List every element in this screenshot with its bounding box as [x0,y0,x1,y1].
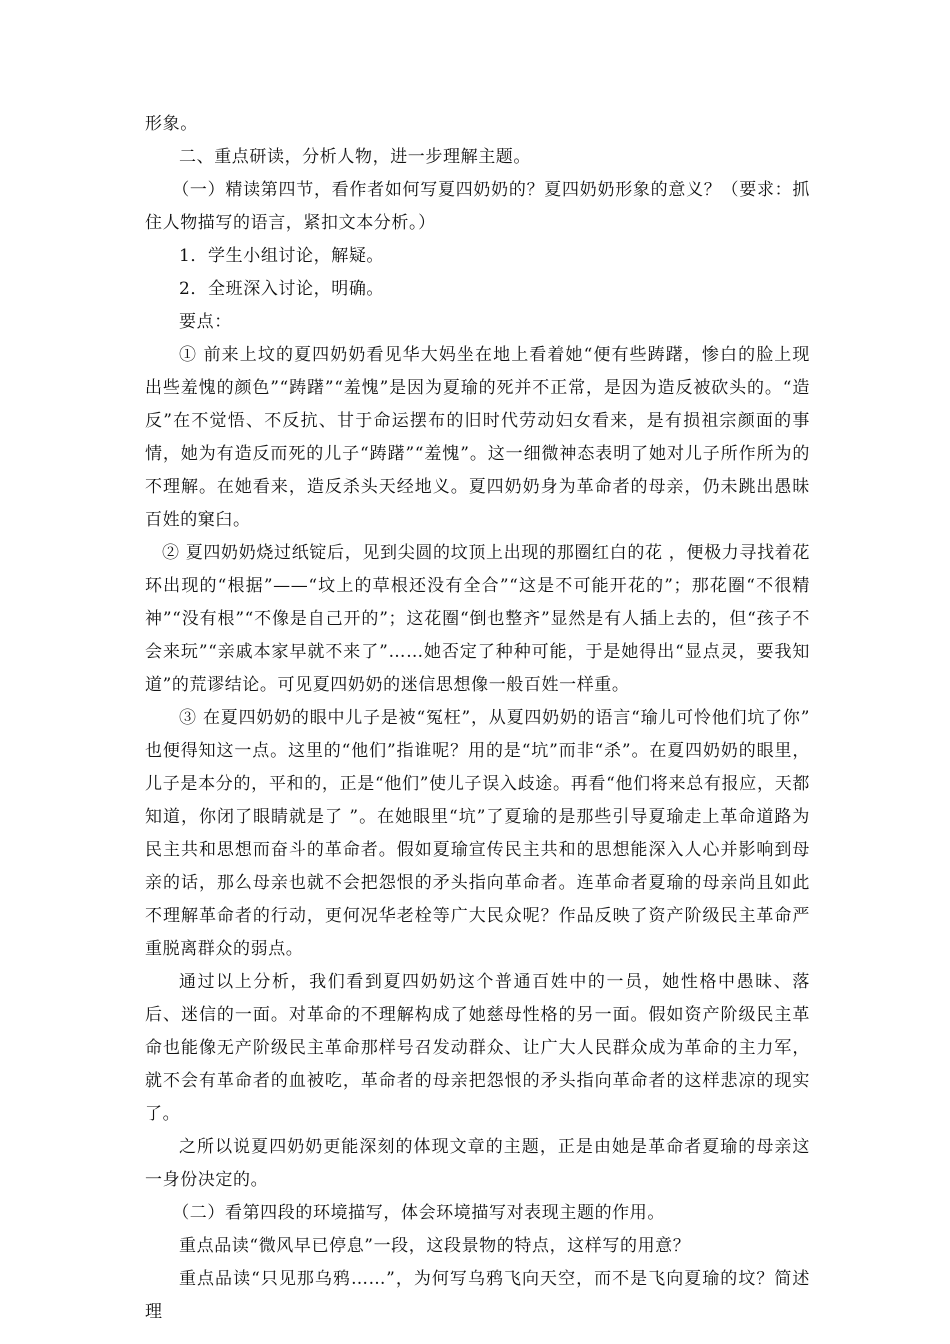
point-2-paragraph: ② 夏四奶奶烧过纸锭后，见到尖圆的坟顶上出现的那圈红白的花 ，便极力寻找着花环出现的“根据”——“坟上的草根还没有全合”“这是不可能开花的”；那花圈“不很精神”“没有根”“不像是自己开的”；这花圈“倒也整齐”显然是有人插上去的，但“孩子不会来玩”“亲戚本家早就不来了”……她否定了种种可能，于是她得出“显点灵，要我知道”的荒谬结论。可见夏四奶奶的迷信思想像一般百姓一样重。 [145,543,810,695]
analysis-summary-paragraph: 通过以上分析，我们看到夏四奶奶这个普通百姓中的一员，她性格中愚昧、落后、迷信的一面。对革命的不理解构成了她慈母性格的另一面。假如资产阶级民主革命也能像无产阶级民主革命那样号召发动群众、让广大人民群众成为革命的主力军，就不会有革命者的血被吃，革命者的母亲把怨恨的矛头指向革命者的这样悲凉的现实了。 [145,972,810,1124]
point-3-paragraph: ③ 在夏四奶奶的眼中儿子是被“冤枉”，从夏四奶奶的语言“瑜儿可怜他们坑了你” 也便得知这一点。这里的“他们”指谁呢？用的是“坑”而非“杀”。在夏四奶奶的眼里，儿子是本分的，平和的，正是“他们”使儿子误入歧途。再看“他们将来总有报应，天都知道，你闭了眼睛就是了 ”。在她眼里“坑”了夏瑜的是那些引导夏瑜走上革命道路为民主共和思想而奋斗的革命者。假如夏瑜宣传民主共和的思想能深入人心并影响到母亲的话，那么母亲也就不会把怨恨的矛头指向革命者。连革命者夏瑜的母亲尚且如此不理解革命者的行动，更何况华老栓等广大民众呢？作品反映了资产阶级民主革命严重脱离群众的弱点。 [145,708,810,959]
section-heading-2: 二、重点研读，分析人物，进一步理解主题。 [179,147,531,167]
subsection-heading-1: （一）精读第四节，看作者如何写夏四奶奶的？夏四奶奶形象的意义？（要求：抓住人物描写的语言，紧扣文本分析。） [145,180,810,233]
body-text [145,108,810,1329]
theme-paragraph: 之所以说夏四奶奶更能深刻的体现文章的主题，正是由她是革命者夏瑜的母亲这一身份决定的。 [145,1137,810,1190]
reading-task-1: 重点品读“微风早已停息”一段，这段景物的特点，这样写的用意？ [179,1236,691,1256]
paragraph-continuation: 形象。 [145,114,198,134]
subsection-heading-2: （二）看第四段的环境描写，体会环境描写对表现主题的作用。 [172,1203,665,1223]
key-points-label: 要点： [179,312,232,332]
list-item-1: 1．学生小组讨论，解疑。 [179,246,385,266]
point-1-paragraph: ① 前来上坟的夏四奶奶看见华大妈坐在地上看着她“便有些踌躇，惨白的脸上现出些羞愧的颜色”“踌躇”“羞愧”是因为夏瑜的死并不正常，是因为造反被砍头的。“造反”在不觉悟、不反抗、甘于命运摆布的旧时代劳动妇女看来，是有损祖宗颜面的事情，她为有造反而死的儿子“踌躇”“羞愧”。这一细微神态表明了她对儿子所作所为的不理解。在她看来，造反杀头天经地义。夏四奶奶身为革命者的母亲，仍未跳出愚昧百姓的窠臼。 [145,345,810,530]
reading-task-2: 重点品读“只见那乌鸦……”，为何写乌鸦飞向天空，而不是飞向夏瑜的坟？简述理 [145,1269,810,1322]
list-item-2: 2．全班深入讨论，明确。 [179,279,385,299]
